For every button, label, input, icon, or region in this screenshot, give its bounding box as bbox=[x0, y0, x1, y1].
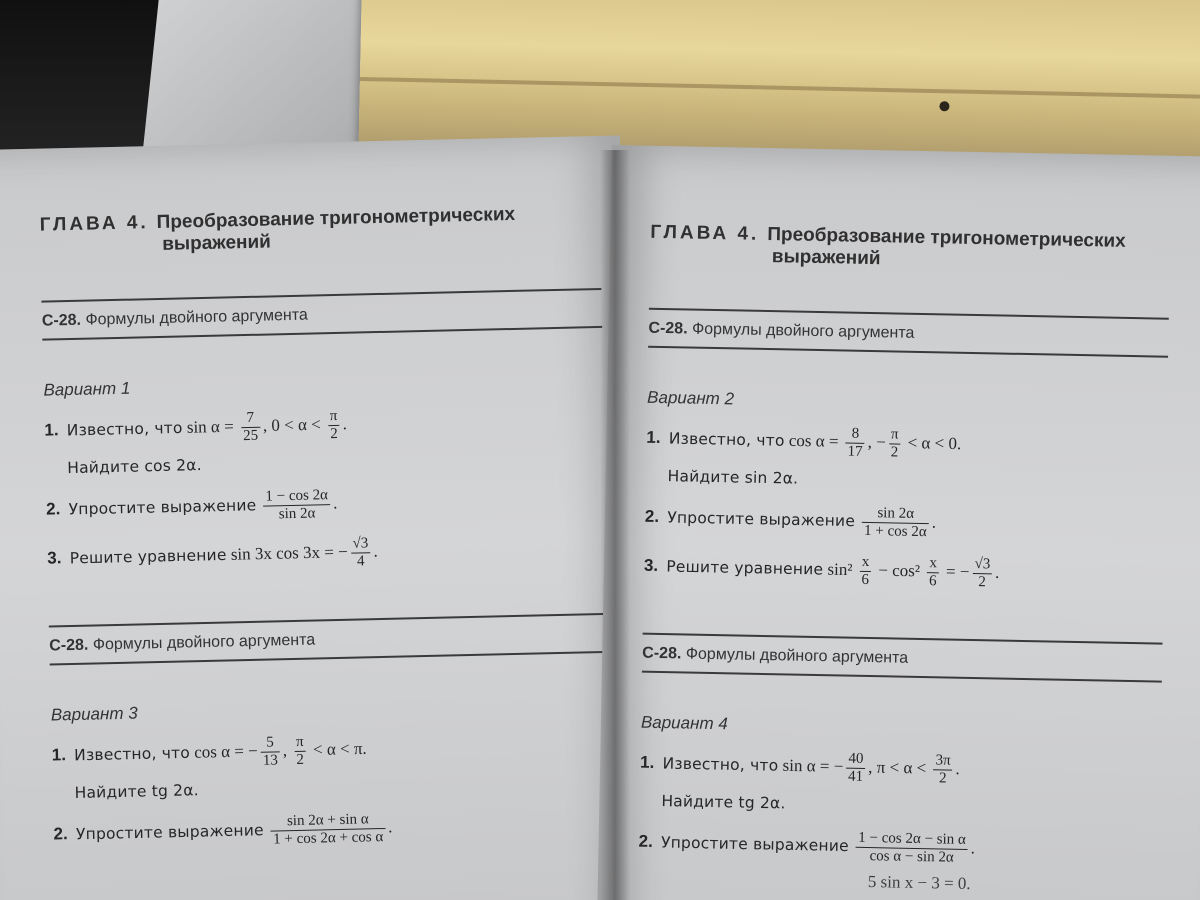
task-1 bbox=[639, 747, 1160, 822]
fraction-numerator: 3π bbox=[933, 752, 952, 770]
task-number: 2. bbox=[53, 824, 68, 844]
fraction-numerator: 1 − cos 2α − sin α bbox=[856, 830, 968, 850]
task-math: 5 sin x − 3 = 0. bbox=[867, 872, 971, 894]
task-2 bbox=[46, 481, 607, 529]
task-math-end: . bbox=[373, 541, 378, 561]
task-2 bbox=[638, 826, 1159, 871]
right-page bbox=[593, 145, 1200, 900]
chapter-title-line2: выражений bbox=[161, 231, 272, 255]
task-text: Упростите выражение bbox=[68, 496, 257, 519]
section-title: Формулы двойного аргумента bbox=[691, 320, 915, 342]
section-code: С-28. bbox=[41, 311, 82, 330]
left-page-content bbox=[39, 202, 613, 854]
task-number: 1. bbox=[646, 428, 661, 448]
fraction bbox=[350, 535, 371, 570]
fraction bbox=[972, 556, 992, 591]
task-number: 1. bbox=[44, 420, 59, 441]
section-code: С-28. bbox=[49, 636, 89, 655]
task-math-end: . bbox=[994, 562, 1000, 582]
task-text: Упростите выражение bbox=[667, 508, 856, 531]
fraction bbox=[846, 751, 866, 786]
fraction bbox=[859, 554, 871, 589]
task-3-partial bbox=[638, 867, 1158, 899]
chapter-heading bbox=[39, 202, 600, 259]
task-2 bbox=[53, 806, 614, 854]
chapter-heading bbox=[650, 222, 1171, 276]
task-number: 2. bbox=[638, 832, 654, 852]
fraction-denominator: 41 bbox=[847, 768, 864, 785]
fraction bbox=[241, 410, 261, 445]
task-text: Упростите выражение bbox=[75, 821, 264, 844]
variant-label: Вариант 4 bbox=[640, 712, 728, 734]
fraction bbox=[927, 555, 939, 590]
fraction-denominator: sin 2α bbox=[278, 505, 316, 523]
chapter-title-line1: Преобразование тригонометрических bbox=[767, 223, 1126, 252]
fraction bbox=[294, 734, 306, 769]
section-title: Формулы двойного аргумента bbox=[685, 645, 909, 667]
task-math-end: . bbox=[387, 817, 393, 837]
fraction-denominator: 2 bbox=[978, 574, 987, 591]
fraction bbox=[845, 426, 865, 461]
task-number: 1. bbox=[51, 745, 67, 765]
task-math: cos α = bbox=[788, 430, 839, 451]
task-math-equals: = − bbox=[945, 561, 970, 582]
fraction bbox=[856, 830, 968, 867]
task-math-end: < α < 0. bbox=[907, 433, 962, 454]
fraction-numerator: √3 bbox=[972, 556, 992, 574]
task-math: cos α = − bbox=[194, 741, 258, 762]
fraction bbox=[271, 811, 386, 849]
task-text: Известно, что bbox=[73, 743, 191, 765]
task-number: 2. bbox=[644, 507, 660, 527]
task-second-line: Найдите sin 2α. bbox=[667, 467, 799, 488]
section-title: Формулы двойного аргумента bbox=[92, 631, 316, 654]
fraction-numerator: π bbox=[294, 734, 306, 752]
fraction-denominator: 1 + cos 2α + cos α bbox=[273, 829, 384, 848]
fraction-numerator: √3 bbox=[350, 535, 370, 553]
fraction-denominator: 2 bbox=[296, 751, 305, 768]
task-second-line: Найдите cos 2α. bbox=[67, 456, 202, 478]
section-header bbox=[648, 308, 1169, 358]
task-number: 3. bbox=[47, 548, 62, 568]
chapter-label: ГЛАВА 4. bbox=[39, 212, 149, 236]
fraction-denominator: 2 bbox=[890, 444, 899, 461]
task-math-mid: , bbox=[282, 740, 288, 760]
task-math-end: . bbox=[332, 493, 338, 513]
task-math-mid: − cos² bbox=[878, 560, 925, 581]
fraction-denominator: 2 bbox=[938, 770, 947, 787]
task-math-mid: , π < α < bbox=[868, 757, 927, 778]
task-math: sin α = − bbox=[782, 755, 844, 776]
section-code: С-28. bbox=[648, 319, 688, 338]
fraction-denominator: 13 bbox=[262, 752, 279, 769]
task-text: Известно, что bbox=[668, 429, 785, 450]
fraction-denominator: 17 bbox=[847, 443, 863, 460]
variant-label: Вариант 1 bbox=[43, 378, 131, 400]
section-header bbox=[49, 613, 610, 666]
fraction-denominator: 6 bbox=[928, 573, 937, 590]
task-math-mid: , 0 < α < bbox=[262, 414, 321, 436]
task-math-mid: , − bbox=[867, 432, 887, 452]
fraction-numerator: sin 2α + sin α bbox=[271, 811, 386, 832]
fraction bbox=[260, 734, 280, 769]
task-1 bbox=[44, 402, 605, 480]
fraction-denominator: 4 bbox=[356, 553, 365, 570]
fraction bbox=[862, 505, 929, 541]
task-text: Известно, что bbox=[66, 418, 183, 440]
task-number: 1. bbox=[639, 753, 655, 773]
task-text: Известно, что bbox=[662, 754, 779, 775]
fraction-numerator: 40 bbox=[846, 751, 865, 769]
fraction-numerator: π bbox=[889, 426, 901, 444]
fraction-denominator: 1 + cos 2α bbox=[863, 522, 927, 541]
fraction-numerator: 8 bbox=[846, 426, 865, 444]
section-title: Формулы двойного аргумента bbox=[85, 306, 308, 329]
task-math-end: . bbox=[342, 414, 348, 434]
task-number: 2. bbox=[45, 499, 61, 519]
section-code: С-28. bbox=[642, 644, 682, 663]
fraction-denominator: 2 bbox=[330, 425, 338, 443]
task-text: Упростите выражение bbox=[660, 833, 849, 856]
section-header bbox=[642, 633, 1163, 683]
fraction-numerator: sin 2α bbox=[862, 505, 929, 524]
fraction bbox=[888, 426, 900, 461]
fraction-numerator: x bbox=[927, 555, 939, 573]
wood-edge bbox=[360, 77, 1200, 99]
task-text: Решите уравнение bbox=[666, 557, 824, 579]
fraction-denominator: 6 bbox=[861, 571, 870, 589]
fraction-numerator: 5 bbox=[260, 734, 279, 752]
left-page bbox=[0, 135, 643, 900]
variant-label: Вариант 2 bbox=[646, 387, 735, 409]
fraction-numerator: π bbox=[328, 408, 340, 426]
fraction bbox=[328, 408, 340, 443]
task-second-line: Найдите tg 2α. bbox=[74, 781, 199, 803]
task-1 bbox=[645, 422, 1166, 497]
fraction-numerator: 1 − cos 2α bbox=[263, 487, 330, 507]
task-math-end: < α < π. bbox=[312, 738, 367, 760]
task-math: sin² bbox=[827, 559, 857, 580]
task-math-end: . bbox=[955, 759, 960, 779]
chapter-title-line2: выражений bbox=[771, 246, 881, 270]
wood-hole bbox=[939, 101, 949, 111]
fraction bbox=[933, 752, 953, 787]
task-math-end: . bbox=[970, 838, 976, 858]
book-gutter bbox=[600, 150, 630, 900]
task-3 bbox=[47, 530, 608, 578]
task-number: 3. bbox=[643, 556, 659, 576]
fraction-denominator: 25 bbox=[242, 427, 259, 445]
task-math: sin 3x cos 3x = − bbox=[230, 542, 348, 564]
task-text: Решите уравнение bbox=[69, 545, 227, 568]
fraction-numerator: 7 bbox=[241, 410, 260, 428]
section-header bbox=[41, 288, 602, 341]
task-second-line: Найдите tg 2α. bbox=[661, 792, 786, 813]
variant-label: Вариант 3 bbox=[50, 703, 138, 725]
task-math-end: . bbox=[931, 512, 937, 532]
chapter-label: ГЛАВА 4. bbox=[650, 221, 760, 245]
right-page-content bbox=[638, 222, 1171, 899]
task-math: sin α = bbox=[186, 416, 234, 437]
fraction bbox=[263, 487, 330, 524]
fraction-denominator: cos α − sin 2α bbox=[869, 848, 954, 866]
task-3 bbox=[644, 550, 1165, 595]
task-2 bbox=[645, 501, 1166, 546]
chapter-title-line1: Преобразование тригонометрических bbox=[156, 203, 516, 234]
fraction-numerator: x bbox=[860, 554, 872, 572]
task-1 bbox=[51, 727, 612, 805]
